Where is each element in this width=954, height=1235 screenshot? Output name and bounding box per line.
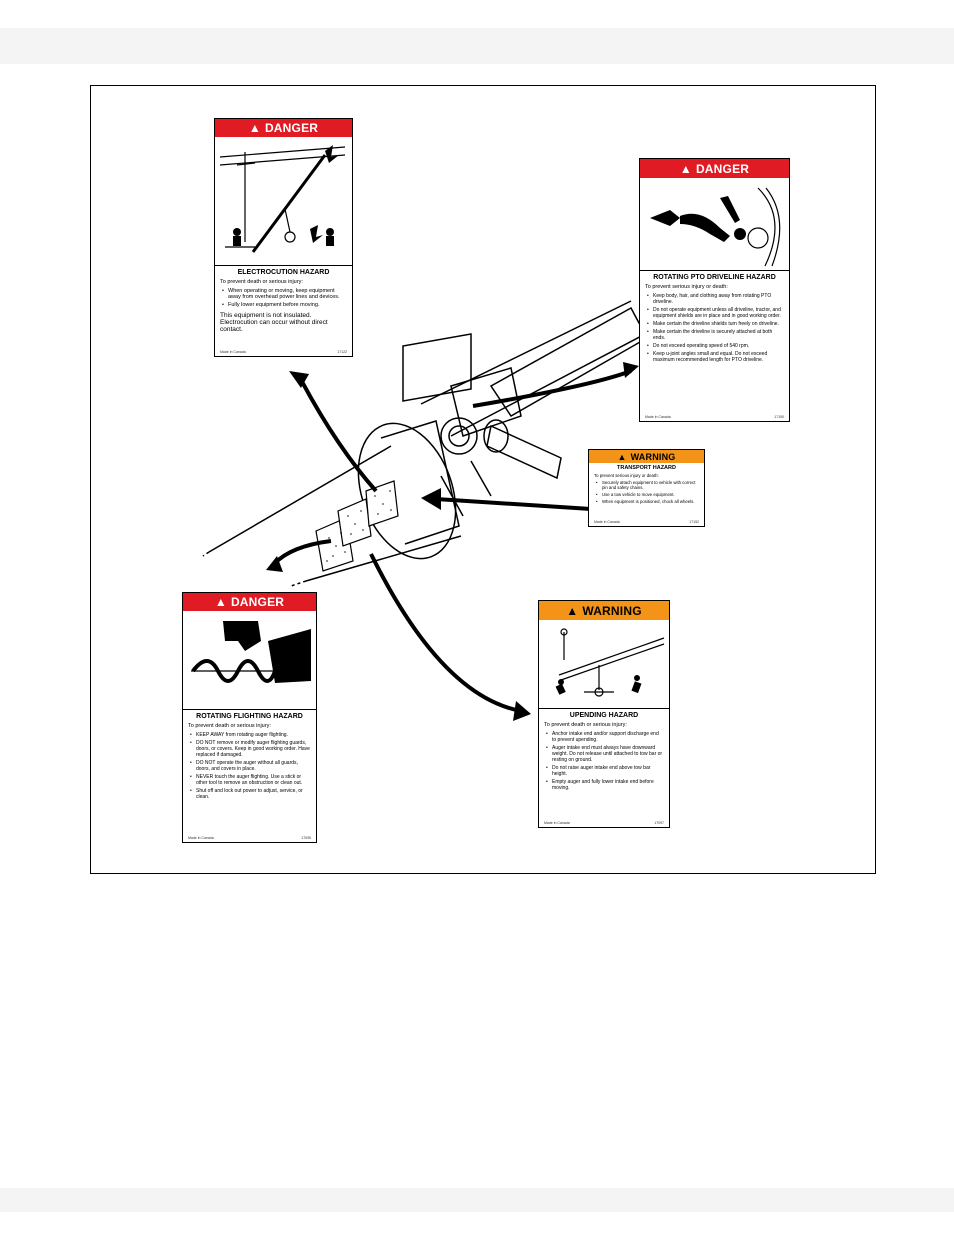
part-number: 17097 xyxy=(654,821,664,825)
list-item: • Empty auger and fully lower intake end before moving. xyxy=(552,779,664,791)
page-header-band xyxy=(0,28,954,64)
hazard-title: TRANSPORT HAZARD xyxy=(617,465,676,471)
hazard-intro: To prevent death or serious injury: xyxy=(188,723,271,729)
hazard-bullets xyxy=(594,480,699,504)
hazard-title: ELECTROCUTION HAZARD xyxy=(237,269,330,276)
list-item: • Auger intake end must always have downward weight. Do not release until attached to tow bar or resting on ground. xyxy=(552,745,664,763)
list-item: • Make certain the driveline shields turn freely on driveline. xyxy=(653,321,784,327)
list-item: • Do not raise auger intake end above tow bar height. xyxy=(552,765,664,777)
hazard-bullets xyxy=(544,731,664,791)
hazard-bullets xyxy=(220,288,347,308)
warning-triangle-icon: ▲ xyxy=(679,161,692,176)
auger-flighting-icon xyxy=(183,611,315,709)
hazard-intro: To prevent death or serious injury: xyxy=(220,279,303,285)
warning-header: ▲ WARNING xyxy=(539,601,669,620)
list-item: • KEEP AWAY from rotating auger flighting. xyxy=(196,732,311,738)
electrocution-hazard-decal xyxy=(214,118,353,357)
safety-decal-location-figure xyxy=(90,85,876,874)
list-item: • When equipment is positioned, chock all wheels. xyxy=(602,499,699,504)
pto-driveline-hazard-decal xyxy=(639,158,790,422)
upending-pictogram xyxy=(539,620,669,709)
hazard-intro: To prevent death or serious injury: xyxy=(544,722,627,728)
list-item: • Do not exceed operating speed of 540 rpm. xyxy=(653,343,784,349)
warning-triangle-icon: ▲ xyxy=(248,121,261,135)
hazard-title: ROTATING FLIGHTING HAZARD xyxy=(196,713,303,720)
list-item: • DO NOT operate the auger without all guards, doors, and covers in place. xyxy=(196,760,311,772)
list-item: • Securely attach equipment to vehicle with correct pin and safety chains. xyxy=(602,480,699,490)
hazard-intro: To prevent serious injury or death: xyxy=(594,473,659,478)
made-in-label: Made in Canada xyxy=(645,415,671,419)
flighting-pictogram xyxy=(183,611,316,710)
list-item: • NEVER touch the auger flighting. Use a stick or other tool to remove an obstruction or clean out. xyxy=(196,774,311,786)
list-item: • DO NOT remove or modify auger flighting guards, doors, or covers. Keep in good working order. Have replaced if damaged. xyxy=(196,740,311,758)
warning-triangle-icon: ▲ xyxy=(617,451,627,462)
part-number: 17122 xyxy=(337,350,347,354)
danger-header: ▲ DANGER xyxy=(640,159,789,178)
electrocution-pictogram xyxy=(215,137,352,266)
made-in-label: Made in Canada xyxy=(544,821,570,825)
entanglement-icon xyxy=(640,178,788,270)
made-in-label: Made in Canada xyxy=(188,836,214,840)
hazard-title: UPENDING HAZARD xyxy=(569,712,639,719)
power-line-icon xyxy=(215,137,351,265)
list-item: • Shut off and lock out power to adjust, service, or clean. xyxy=(196,788,311,800)
rotating-flighting-hazard-decal xyxy=(182,592,317,843)
hazard-bullets xyxy=(645,293,784,363)
list-item: • Anchor intake end and/or support discharge end to prevent upending. xyxy=(552,731,664,743)
pto-pictogram xyxy=(640,178,789,271)
part-number: 17150 xyxy=(774,415,784,419)
hazard-note: This equipment is not insulated. Electrocution can occur without direct contact. xyxy=(220,312,328,333)
made-in-label: Made in Canada xyxy=(220,350,246,354)
warning-header: ▲ WARNING xyxy=(589,450,704,463)
upending-hazard-decal xyxy=(538,600,670,828)
list-item: • Keep body, hair, and clothing away from rotating PTO driveline. xyxy=(653,293,784,305)
hazard-intro: To prevent serious injury or death: xyxy=(645,284,728,290)
hazard-bullets xyxy=(188,732,311,800)
warning-triangle-icon: ▲ xyxy=(566,603,579,618)
list-item: • Fully lower equipment before moving. xyxy=(228,302,347,308)
list-item: • When operating or moving, keep equipment away from overhead power lines and devices. xyxy=(228,288,347,300)
made-in-label: Made in Canada xyxy=(594,520,620,524)
part-number: 17095 xyxy=(301,836,311,840)
list-item: • Use a tow vehicle to move equipment. xyxy=(602,492,699,497)
danger-header: ▲ DANGER xyxy=(215,119,352,137)
list-item: • Make certain the driveline is securely attached at both ends. xyxy=(653,329,784,341)
list-item: • Do not operate equipment unless all driveline, tractor, and equipment shields are in place and in good working order. xyxy=(653,307,784,319)
list-item: • Keep u-joint angles small and equal. Do not exceed maximum recommended length for PTO driveline. xyxy=(653,351,784,363)
page-footer-band xyxy=(0,1188,954,1212)
part-number: 17152 xyxy=(689,520,699,524)
danger-header: ▲ DANGER xyxy=(183,593,316,611)
hazard-title: ROTATING PTO DRIVELINE HAZARD xyxy=(653,274,776,281)
auger-upending-icon xyxy=(539,620,668,708)
warning-triangle-icon: ▲ xyxy=(214,595,227,609)
transport-hazard-decal xyxy=(588,449,705,527)
